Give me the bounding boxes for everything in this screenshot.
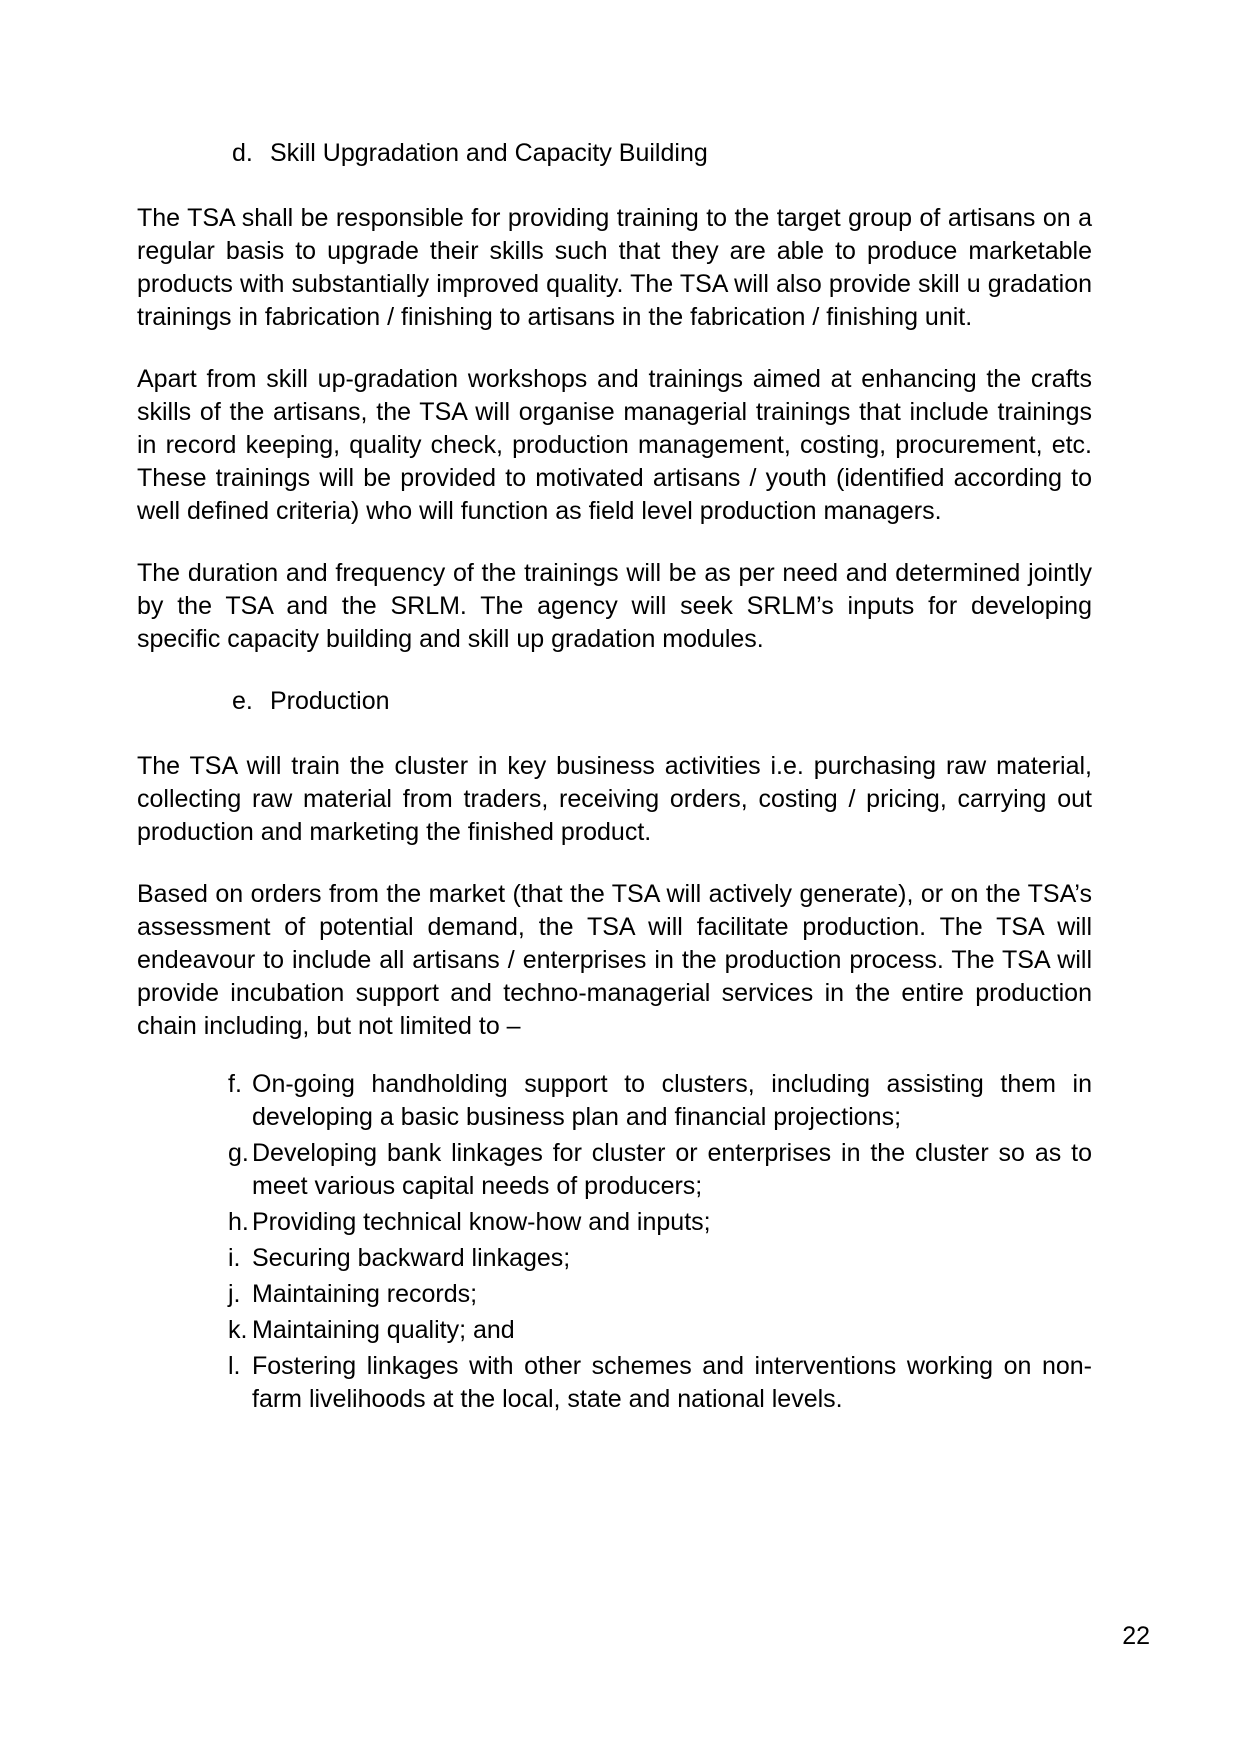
- section-heading-e: [137, 685, 1092, 718]
- list-marker-i: i.: [228, 1244, 241, 1272]
- list-item-i: [137, 1242, 1092, 1275]
- heading-text-d: Skill Upgradation and Capacity Building: [270, 139, 708, 167]
- list-marker-j: j.: [228, 1280, 241, 1308]
- list-item-g: [137, 1137, 1092, 1203]
- list-marker-h: h.: [228, 1208, 249, 1236]
- list-marker-l: l.: [228, 1352, 241, 1380]
- lettered-list: [137, 1068, 1092, 1416]
- section-heading-d: [137, 137, 1092, 170]
- list-item-l: [137, 1350, 1092, 1416]
- list-item-j: [137, 1278, 1092, 1311]
- page-number: 22: [1122, 1622, 1150, 1650]
- list-item-k: [137, 1314, 1092, 1347]
- list-text-f: On-going handholding support to clusters, including assisting them in developing a basic business plan and financial projections;: [252, 1070, 1092, 1131]
- list-marker-k: k.: [228, 1316, 248, 1344]
- list-marker-g: g.: [228, 1139, 249, 1167]
- paragraph-managerial-trainings: Apart from skill up-gradation workshops and trainings aimed at enhancing the crafts skills of the artisans, the TSA will organise managerial trainings that include trainings in record keeping, quality check, production management, costing, procurement, etc. These trainings will be provided to motivated artisans / youth (identified according to well defined criteria) who will function as field level production managers.: [137, 365, 1092, 525]
- list-text-g: Developing bank linkages for cluster or enterprises in the cluster so as to meet various capital needs of producers;: [252, 1139, 1092, 1200]
- paragraph-skill-training: The TSA shall be responsible for providing training to the target group of artisans on a regular basis to upgrade their skills such that they are able to produce marketable products with substantially improved quality. The TSA will also provide skill u gradation trainings in fabrication / finishing to artisans in the fabrication / finishing unit.: [137, 204, 1092, 331]
- heading-marker-e: e.: [232, 687, 253, 715]
- list-text-k: Maintaining quality; and: [252, 1316, 515, 1344]
- heading-marker-d: d.: [232, 139, 253, 167]
- paragraph-business-activities: The TSA will train the cluster in key business activities i.e. purchasing raw material, collecting raw material from traders, receiving orders, costing / pricing, carrying out production and marketing the finished product.: [137, 752, 1092, 846]
- paragraph-production-facilitation: Based on orders from the market (that the TSA will actively generate), or on the TSA’s assessment of potential demand, the TSA will facilitate production. The TSA will endeavour to include all artisans / enterprises in the production process. The TSA will provide incubation support and techno-managerial services in the entire production chain including, but not limited to –: [137, 880, 1092, 1040]
- list-text-j: Maintaining records;: [252, 1280, 478, 1308]
- paragraph-training-duration: The duration and frequency of the trainings will be as per need and determined jointly by the TSA and the SRLM. The agency will seek SRLM’s inputs for developing specific capacity building and skill up gradation modules.: [137, 559, 1092, 653]
- heading-text-e: Production: [270, 687, 390, 715]
- list-marker-f: f.: [228, 1070, 242, 1098]
- list-item-f: [137, 1068, 1092, 1134]
- list-text-h: Providing technical know-how and inputs;: [252, 1208, 711, 1236]
- list-text-l: Fostering linkages with other schemes and interventions working on non-farm livelihoods at the local, state and national levels.: [252, 1352, 1092, 1413]
- list-text-i: Securing backward linkages;: [252, 1244, 571, 1272]
- list-item-h: [137, 1206, 1092, 1239]
